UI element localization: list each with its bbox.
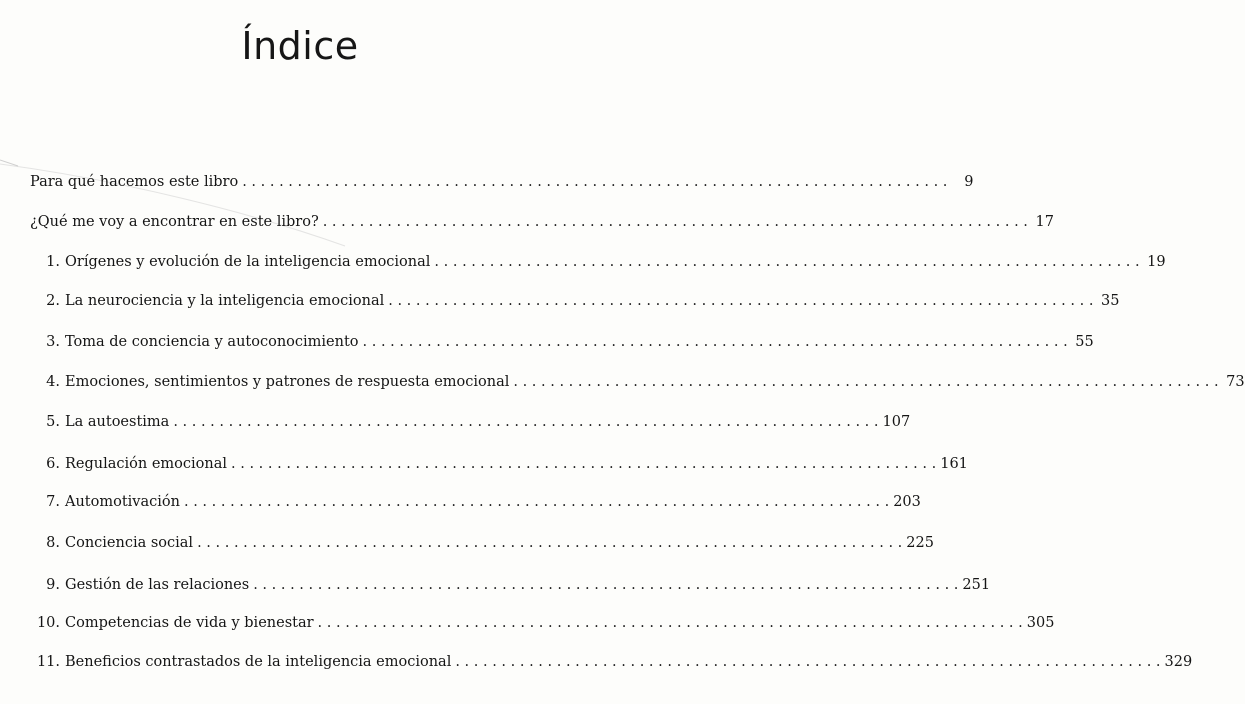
- toc-entry[interactable]: [30, 171, 974, 193]
- toc-entry-number: 11.: [36, 654, 60, 670]
- toc-entry-number: 10.: [36, 615, 60, 631]
- toc-entry-number: 5.: [46, 414, 60, 430]
- toc-entry-page: 73: [1226, 374, 1245, 390]
- page-title: Índice: [241, 24, 359, 68]
- dot-leader: [388, 290, 1093, 312]
- dot-leader: [323, 211, 1028, 233]
- toc-entry-page: 17: [1035, 214, 1054, 230]
- toc-entry[interactable]: [32, 612, 1055, 634]
- toc-entry-page: 225: [906, 535, 934, 551]
- toc-entry-title: La autoestima: [65, 414, 170, 430]
- toc-entry-number: 2.: [46, 293, 60, 309]
- toc-entry-number: 6.: [46, 456, 60, 472]
- dot-leader: [173, 411, 878, 433]
- dot-leader: [455, 651, 1160, 673]
- dot-leader: [197, 532, 902, 554]
- toc-entry-page: 107: [882, 414, 911, 430]
- toc-entry-page: 55: [1075, 334, 1094, 350]
- toc-entry[interactable]: [32, 411, 911, 433]
- toc-entry-number: 9.: [46, 577, 60, 593]
- toc-entry-number: 8.: [46, 535, 60, 551]
- toc-entry[interactable]: [32, 290, 1120, 312]
- toc-entry-page: 203: [893, 494, 921, 510]
- toc-entry-page: 35: [1100, 293, 1120, 309]
- toc-entry[interactable]: [32, 251, 1166, 273]
- toc-entry[interactable]: [32, 371, 1245, 393]
- toc-entry-page: 9: [964, 174, 974, 190]
- toc-entry-page: 19: [1147, 254, 1166, 270]
- toc-entry-title: Gestión de las relaciones: [65, 577, 250, 593]
- toc-entry-number: 7.: [46, 494, 60, 510]
- toc-entry-page: 329: [1164, 654, 1193, 670]
- toc-entry-title: Orígenes y evolución de la inteligencia emocional: [65, 254, 431, 270]
- dot-leader: [184, 491, 889, 513]
- toc-entry-page: 251: [962, 577, 991, 593]
- toc-entry-title: Toma de conciencia y autoconocimiento: [65, 334, 359, 350]
- toc-entry-title: Conciencia social: [65, 535, 194, 551]
- toc-entry[interactable]: [32, 331, 1094, 353]
- toc-entry-number: 3.: [46, 334, 60, 350]
- toc-entry[interactable]: [30, 211, 1054, 233]
- toc-entry[interactable]: [32, 491, 921, 513]
- toc-entry-title: La neurociencia y la inteligencia emocional: [65, 293, 385, 309]
- dot-leader: [318, 612, 1023, 634]
- toc-entry-page: 161: [940, 456, 968, 472]
- toc-entry-title: Automotivación: [65, 494, 180, 510]
- dot-leader: [231, 453, 936, 475]
- dot-leader: [242, 171, 947, 193]
- toc-entry-number: 4.: [46, 374, 60, 390]
- toc-entry-page: 305: [1026, 615, 1055, 631]
- toc-entry-title: Beneficios contrastados de la inteligencia emocional: [65, 654, 452, 670]
- toc-entry-title: Emociones, sentimientos y patrones de respuesta emocional: [65, 374, 510, 390]
- dot-leader: [253, 574, 958, 596]
- toc-entry-title: Para qué hacemos este libro: [30, 174, 239, 190]
- toc-entry[interactable]: [32, 532, 934, 554]
- toc-entry[interactable]: [32, 574, 991, 596]
- toc-entry[interactable]: [32, 453, 968, 475]
- toc-entry-number: 1.: [46, 254, 60, 270]
- dot-leader: [363, 331, 1068, 353]
- dot-leader: [434, 251, 1139, 273]
- toc-entry-title: ¿Qué me voy a encontrar en este libro?: [30, 214, 319, 230]
- dot-leader: [513, 371, 1218, 393]
- toc-entry-title: Regulación emocional: [65, 456, 228, 472]
- toc-entry-title: Competencias de vida y bienestar: [65, 615, 314, 631]
- toc-entry[interactable]: [32, 651, 1193, 673]
